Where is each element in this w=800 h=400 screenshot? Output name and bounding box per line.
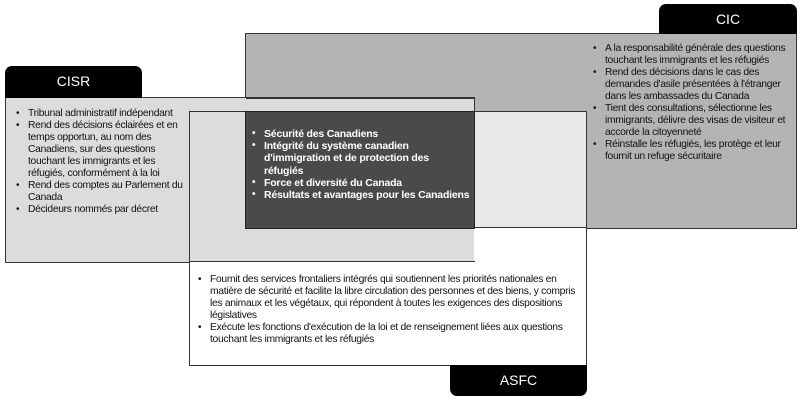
cic-cisr-overlap — [246, 98, 474, 111]
shared-item: • Intégrité du système canadien d'immigration et de protection des réfugiés — [252, 140, 470, 177]
cisr-tab: CISR — [5, 66, 142, 98]
asfc-cisr-overlap-bottom — [246, 228, 474, 262]
cisr-bottom-border — [189, 261, 475, 262]
cisr-item: • Décideurs nommés par décret — [16, 204, 184, 216]
cisr-item: • Tribunal administratif indépendant — [16, 108, 184, 120]
cic-item: • A la responsabilité générale des questions touchant les immigrants et les réfugiés — [593, 43, 793, 67]
asfc-list — [198, 274, 582, 346]
asfc-item: • Fournit des services frontaliers intégrés qui soutiennent les priorités nationales en matière de sécurité et facilite la libre circulation des personnes et des biens, y compris les animaux et les végétaux, qui répondent à toutes les exigences des dispositions législatives — [198, 274, 582, 322]
cic-item: • Réinstalle les réfugiés, les protège et leur fournit un refuge sécuritaire — [593, 139, 793, 163]
asfc-item: • Exécute les fonctions d'exécution de la loi et de renseignement liées aux questions touchant les immigrants et les réfugiés — [198, 322, 582, 346]
cisr-list — [16, 108, 184, 216]
cic-item: • Rend des décisions dans le cas des demandes d'asile présentées à l'étranger dans les ambassades du Canada — [593, 67, 793, 103]
cic-list — [593, 43, 793, 163]
shared-item: • Sécurité des Canadiens — [252, 128, 470, 140]
shared-list — [252, 128, 470, 201]
asfc-cic-overlap — [474, 112, 586, 228]
cic-item: • Tient des consultations, sélectionne les immigrants, délivre des visas de visiteur et accorde la citoyenneté — [593, 103, 793, 139]
cisr-item: • Rend des décisions éclairées et en temps opportun, au nom des Canadiens, sur des questions touchant les immigrants et les réfugiés, conformément à la loi — [16, 120, 184, 180]
asfc-cisr-overlap — [190, 112, 246, 262]
asfc-tab: ASFC — [450, 365, 587, 396]
cisr-item: • Rend des comptes au Parlement du Canada — [16, 180, 184, 204]
cic-tab: CIC — [659, 4, 797, 34]
shared-item: • Résultats et avantages pour les Canadiens — [252, 189, 470, 201]
shared-item: • Force et diversité du Canada — [252, 177, 470, 189]
